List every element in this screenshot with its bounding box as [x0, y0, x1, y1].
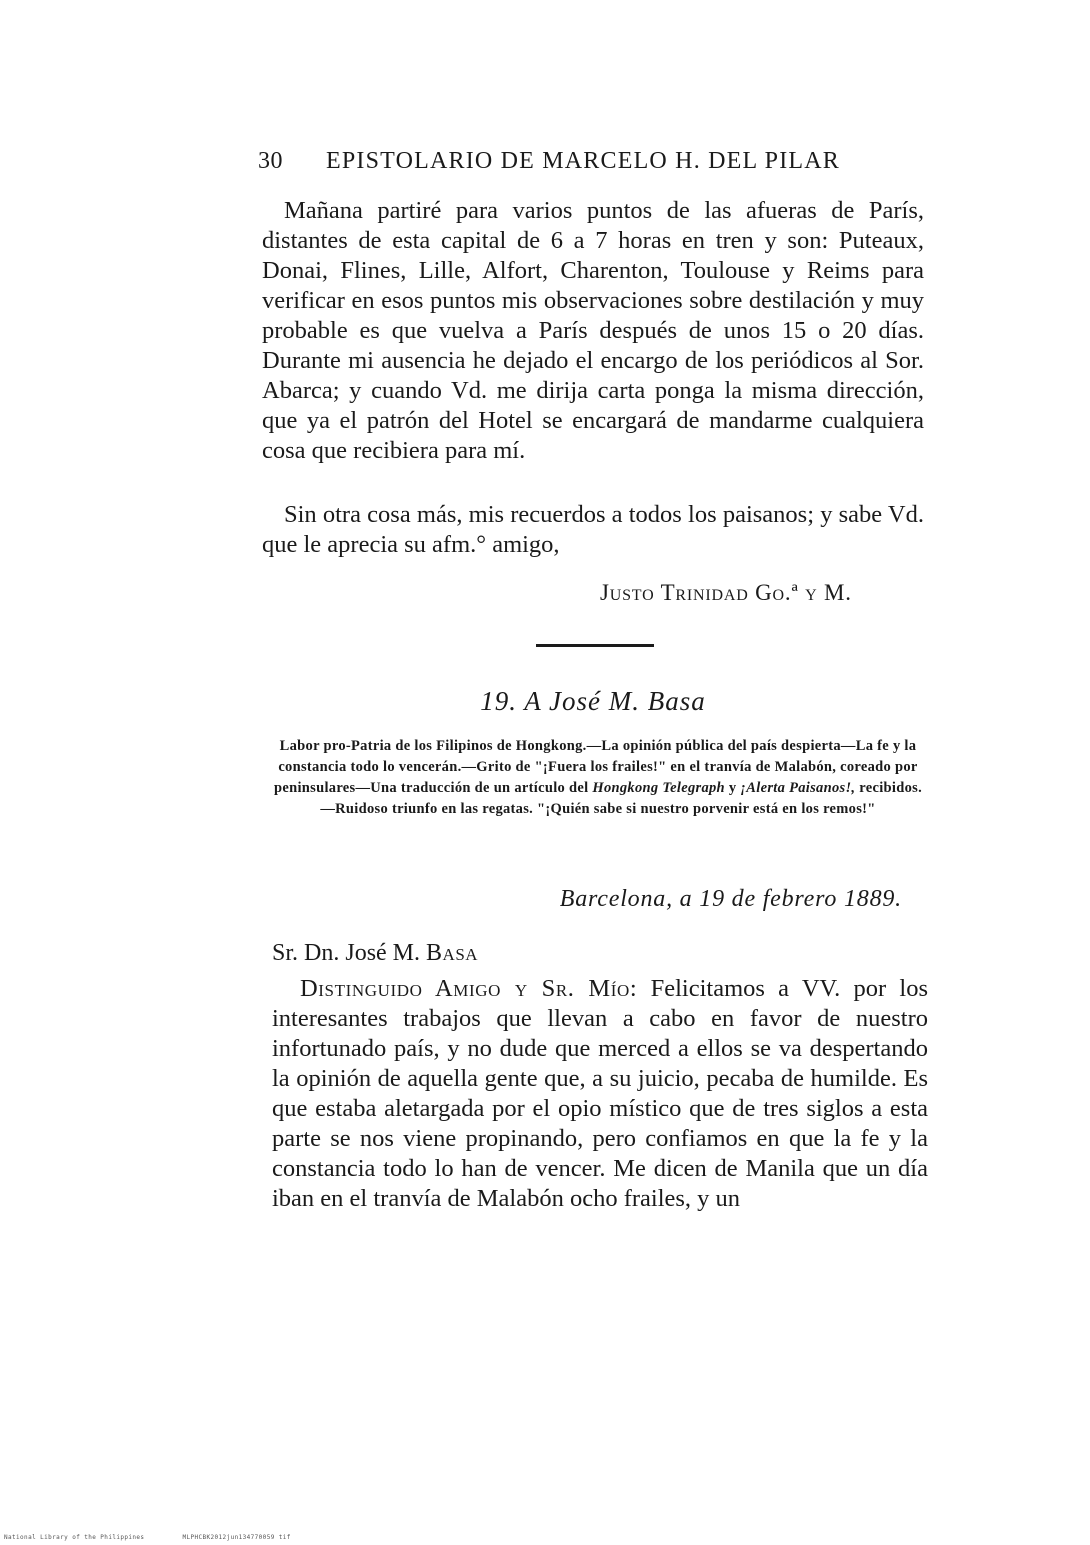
- letter-salutation: Distinguido Amigo y Sr. Mío:: [300, 975, 638, 1002]
- letter-body-text: Felicitamos a VV. por los interesantes trabajos que llevan a cabo en favor de nuestro infortunado país, y no dude que merced a ellos se va despertando la opinión de aquella gente que, a su juicio, pecaba de humilde. Es que estaba aletargada por el opio místico que de tres siglos a esta parte se nos viene propinando, pero confiamos en que la fe y la constancia todo lo han de vencer. Me dicen de Manila que un día iban en el tranvía de Malabón ocho frailes, y un: [272, 975, 928, 1212]
- section-divider: [536, 644, 654, 647]
- summary-italic-2: ¡Alerta Paisanos!,: [740, 780, 856, 796]
- letter-body-paragraph: [272, 974, 928, 1214]
- previous-letter-paragraph-1: Mañana partiré para varios puntos de las afueras de París, distantes de esta capital de 6 a 7 horas en tren y son: Puteaux, Donai, Flines, Lille, Alfort, Charenton, Toulouse y Reims para verificar en esos puntos mis observaciones sobre destilación y muy probable es que vuelva a París después de unos 15 o 20 días. Durante mi ausencia he dejado el encargo de los periódicos al Sor. Abarca; y cuando Vd. me dirija carta ponga la misma dirección, que ya el patrón del Hotel se encargará de mandarme cualquiera cosa que recibiera para mí.: [262, 197, 924, 464]
- summary-text-2: y: [724, 780, 741, 796]
- page-header: [258, 148, 910, 175]
- letter-dateline: Barcelona, a 19 de febrero 1889.: [559, 886, 902, 912]
- summary-text-1: Labor pro-Patria de los Filipinos de Hongkong.—La opinión pública del país despierta—La fe y la constancia todo lo vencerán.—Grito de "¡Fuera los frailes!" en el tranvía de Malabón, coreado por peninsulares—Una traducción de un artículo del: [273, 738, 918, 796]
- addressee-prefix: Sr. Dn. José M.: [272, 940, 427, 966]
- addressee-name: Basa: [426, 940, 479, 966]
- previous-letter-signature: Justo Trinidad Go.ª y M.: [600, 580, 852, 605]
- letter-addressee: [272, 940, 478, 967]
- page-number: 30: [258, 148, 283, 174]
- footer-file-id: MLPHCBK2012jun134770059 tif: [182, 1534, 291, 1541]
- running-title: EPISTOLARIO DE MARCELO H. DEL PILAR: [326, 148, 840, 174]
- scan-footer: [4, 1534, 329, 1541]
- letter-summary: [270, 736, 926, 820]
- summary-italic-1: Hongkong Telegraph: [592, 780, 725, 796]
- previous-letter-paragraph-2: Sin otra cosa más, mis recuerdos a todos los paisanos; y sabe Vd. que le aprecia su afm.° amigo,: [262, 501, 924, 558]
- letter-title: 19. A José M. Basa: [480, 686, 706, 716]
- footer-library: National Library of the Philippines: [4, 1534, 145, 1541]
- summary-text-3: recibidos.—Ruidoso triunfo en las regatas. "¡Quién sabe si nuestro porvenir está en los remos!": [320, 780, 923, 817]
